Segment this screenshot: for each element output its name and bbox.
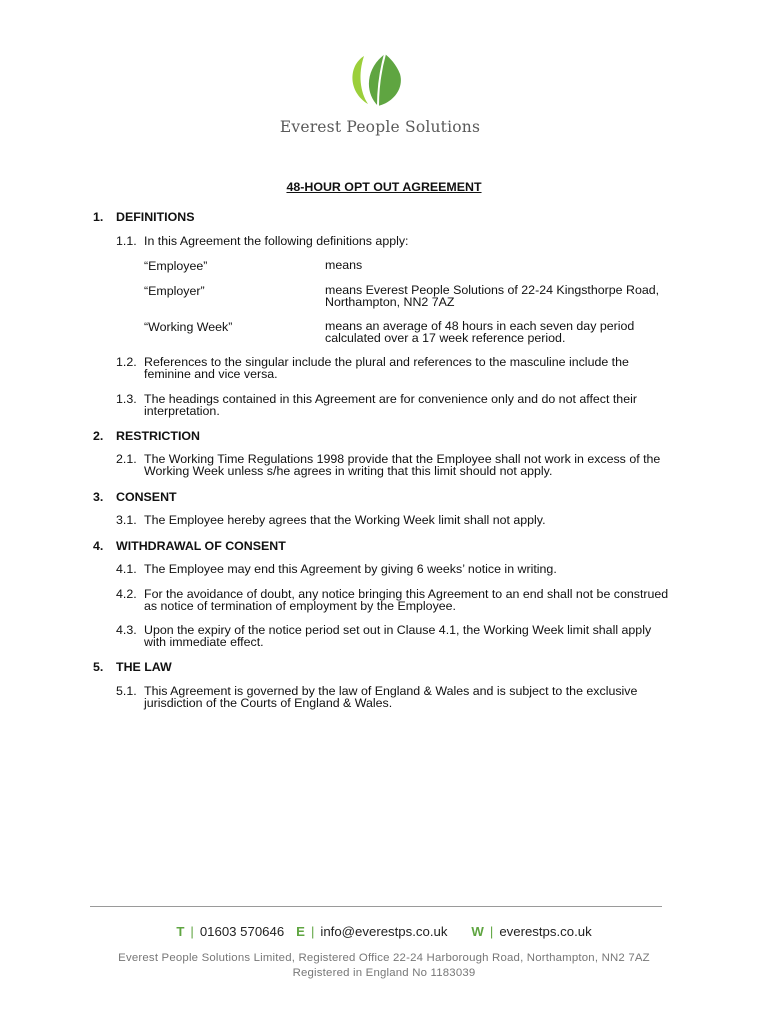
leaf-logo-icon [340, 52, 430, 110]
definition-term-employee: “Employee” [144, 259, 208, 273]
footer-divider [90, 906, 662, 907]
section-heading-withdrawal-of-consent [93, 539, 286, 553]
clause-5-1 [116, 685, 676, 709]
clause-number: 5.1. [116, 684, 137, 698]
section-title: THE LAW [116, 660, 172, 674]
clause-text: In this Agreement the following definitions apply: [144, 234, 409, 248]
email-label: E [296, 924, 305, 939]
section-title: WITHDRAWAL OF CONSENT [116, 539, 286, 553]
separator: | [190, 924, 194, 939]
clause-number: 4.1. [116, 562, 137, 576]
section-heading-restriction [93, 429, 200, 443]
separator: | [310, 924, 315, 939]
web-label: W [471, 924, 484, 939]
clause-text: The Employee may end this Agreement by giving 6 weeks’ notice in writing. [144, 562, 557, 576]
clause-text: Upon the expiry of the notice period set out in Clause 4.1, the Working Week limit shall apply with immediate effect. [144, 623, 652, 649]
definition-term-employer: “Employer” [144, 284, 205, 298]
section-heading-the-law [93, 660, 172, 674]
section-number: 4. [93, 539, 104, 553]
clause-number: 3.1. [116, 513, 137, 527]
section-title: CONSENT [116, 490, 177, 504]
section-number: 5. [93, 660, 104, 674]
clause-number: 4.2. [116, 587, 137, 601]
brand-name: Everest People Solutions [279, 118, 481, 136]
document-title: 48-HOUR OPT OUT AGREEMENT [286, 180, 482, 194]
clause-4-3 [116, 624, 676, 648]
separator: | [489, 924, 494, 939]
phone-number[interactable]: 01603 570646 [199, 924, 285, 939]
phone-label: T [176, 924, 185, 939]
footer-contact-line [0, 924, 768, 939]
clause-text: The Employee hereby agrees that the Working Week limit shall not apply. [144, 513, 546, 527]
clause-4-1 [116, 563, 676, 575]
website-link[interactable]: everestps.co.uk [499, 924, 592, 939]
clause-text: The headings contained in this Agreement are for convenience only and do not affect their interpretation. [144, 392, 637, 418]
clause-1-3 [116, 393, 676, 417]
clause-text: For the avoidance of doubt, any notice bringing this Agreement to an end shall not be construed as notice of termination of employment by the Employee. [144, 587, 669, 613]
clause-text: References to the singular include the plural and references to the masculine include the feminine and vice versa. [144, 355, 629, 381]
definition-text-working-week: means an average of 48 hours in each seven day period calculated over a 17 week reference period. [325, 319, 635, 345]
clause-1-1 [116, 235, 676, 247]
clause-text: This Agreement is governed by the law of England & Wales and is subject to the exclusive jurisdiction of the Courts of England & Wales. [144, 684, 638, 710]
clause-number: 1.1. [116, 234, 137, 248]
definition-term-working-week: “Working Week” [144, 320, 233, 334]
section-heading-definitions [93, 210, 194, 224]
section-title: RESTRICTION [116, 429, 200, 443]
definition-text-employer: means Everest People Solutions of 22-24 Kingsthorpe Road, Northampton, NN2 7AZ [325, 283, 660, 309]
clause-number: 4.3. [116, 623, 137, 637]
clause-number: 1.3. [116, 392, 137, 406]
section-number: 1. [93, 210, 104, 224]
email-link[interactable]: info@everestps.co.uk [320, 924, 448, 939]
section-number: 3. [93, 490, 104, 504]
section-number: 2. [93, 429, 104, 443]
clause-2-1 [116, 453, 676, 477]
clause-1-2 [116, 356, 676, 380]
clause-number: 2.1. [116, 452, 137, 466]
section-title: DEFINITIONS [116, 210, 195, 224]
footer-registration: Registered in England No 1183039 [292, 967, 476, 979]
clause-number: 1.2. [116, 355, 137, 369]
footer-legal-address: Everest People Solutions Limited, Registered Office 22-24 Harborough Road, Northampton, NN2 7AZ [118, 952, 650, 964]
clause-4-2 [116, 588, 676, 612]
section-heading-consent [93, 490, 177, 504]
clause-text: The Working Time Regulations 1998 provide that the Employee shall not work in excess of the Working Week unless s/he agrees in writing that this limit should not apply. [144, 452, 661, 478]
clause-3-1 [116, 514, 676, 526]
definition-text-employee: means [325, 258, 363, 272]
